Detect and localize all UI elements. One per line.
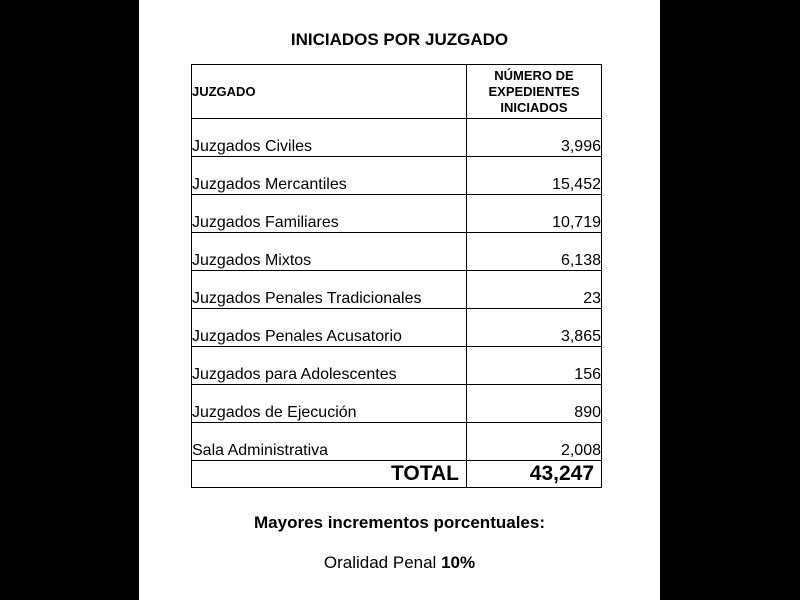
row-value: 2,008: [467, 423, 602, 461]
row-name: Juzgados Civiles: [192, 119, 467, 157]
row-value: 3,996: [467, 119, 602, 157]
table-row: [192, 385, 602, 423]
row-name: Juzgados Familiares: [192, 195, 467, 233]
increment-line: [139, 553, 660, 573]
header-numero-line3: INICIADOS: [500, 99, 568, 115]
total-row: [192, 461, 602, 488]
row-value: 156: [467, 347, 602, 385]
row-name: Juzgados de Ejecución: [192, 385, 467, 423]
row-name: Juzgados Mercantiles: [192, 157, 467, 195]
total-label: TOTAL: [192, 461, 467, 488]
table-row: [192, 119, 602, 157]
row-value: 6,138: [467, 233, 602, 271]
row-name: Juzgados Mixtos: [192, 233, 467, 271]
header-juzgado: JUZGADO: [192, 65, 467, 119]
increment-label: Oralidad Penal: [323, 553, 437, 572]
row-name: Juzgados Penales Acusatorio: [192, 309, 467, 347]
table-row: [192, 271, 602, 309]
table-row: [192, 157, 602, 195]
table-row: [192, 347, 602, 385]
total-value: 43,247: [467, 461, 602, 488]
row-name: Juzgados para Adolescentes: [192, 347, 467, 385]
increment-value: 10%: [441, 553, 476, 572]
row-name: Sala Administrativa: [192, 423, 467, 461]
row-value: 15,452: [467, 157, 602, 195]
header-numero-line2: EXPEDIENTES: [488, 83, 580, 99]
table-row: [192, 423, 602, 461]
header-numero-line1: NÚMERO DE: [494, 67, 574, 83]
increments-heading: Mayores incrementos porcentuales:: [254, 513, 545, 532]
table-header-row: [192, 65, 602, 119]
page-title: INICIADOS POR JUZGADO: [290, 30, 509, 49]
table-row: [192, 233, 602, 271]
header-numero-expedientes: [467, 65, 602, 119]
row-value: 23: [467, 271, 602, 309]
row-value: 10,719: [467, 195, 602, 233]
row-value: 890: [467, 385, 602, 423]
document-page: [139, 0, 660, 600]
table-row: [192, 309, 602, 347]
row-name: Juzgados Penales Tradicionales: [192, 271, 467, 309]
row-value: 3,865: [467, 309, 602, 347]
table-row: [192, 195, 602, 233]
cases-table: [191, 64, 602, 488]
